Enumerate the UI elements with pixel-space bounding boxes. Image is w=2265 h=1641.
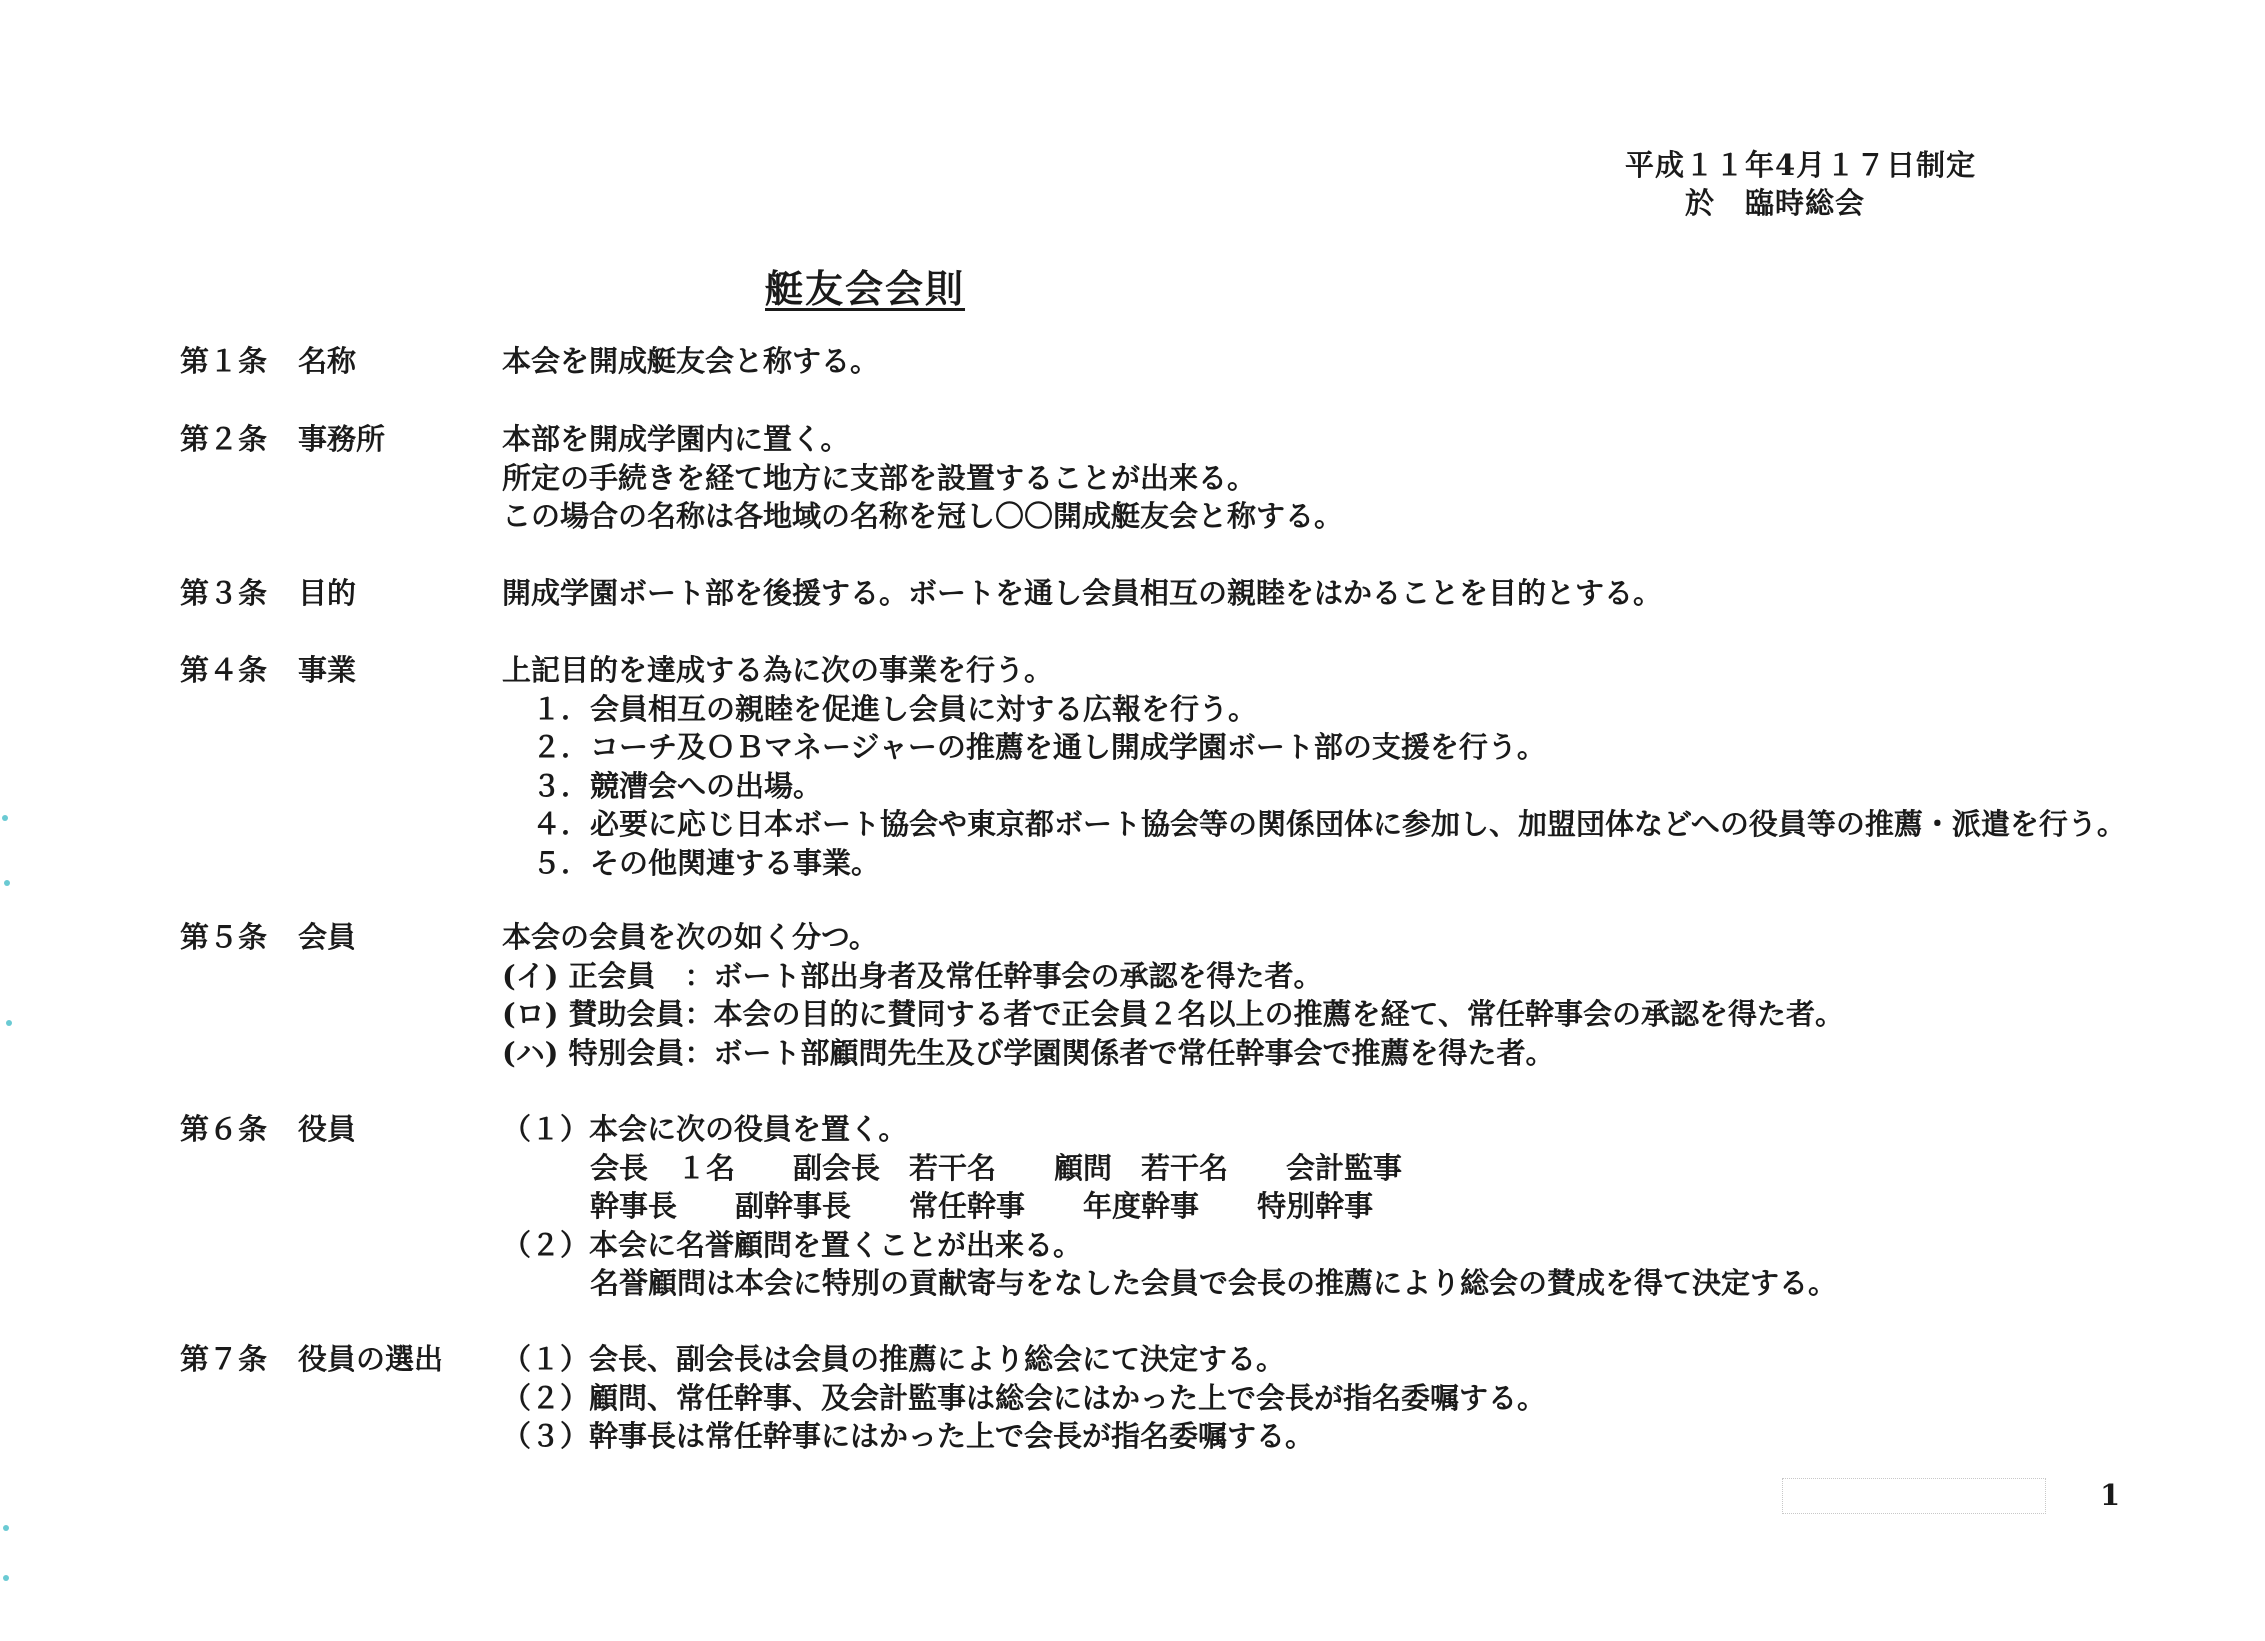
- list-item: ４．必要に応じ日本ボート協会や東京都ボート協会等の関係団体に参加し、加盟団体などへの役員等の推薦・派遣を行う。: [532, 807, 2126, 841]
- scan-speck: [3, 1525, 9, 1531]
- list-item: (ロ) 賛助会員：本会の目的に賛同する者で正会員２名以上の推薦を経て、常任幹事会の承認を得た者。: [502, 997, 1844, 1031]
- article-line: 本部を開成学園内に置く。: [502, 422, 850, 456]
- roles-row: [502, 1149, 2265, 1188]
- article-body: [502, 342, 2265, 381]
- role: 幹事長: [590, 1189, 678, 1223]
- role: 常任幹事: [909, 1189, 1026, 1223]
- article-name: 目的: [298, 576, 357, 610]
- list-item: ３．競漕会への出場。: [532, 768, 823, 803]
- role: 副会長 若干名: [793, 1150, 997, 1185]
- list-item: ５．その他関連する事業。: [532, 845, 881, 880]
- article-line: 所定の手続きを経て地方に支部を設置することが出来る。: [502, 460, 1257, 495]
- article-name: 役員: [298, 1112, 357, 1146]
- article-body: [502, 1110, 2265, 1303]
- scan-speck: [3, 1575, 9, 1581]
- article-body: [502, 918, 2265, 1072]
- role: 年度幹事: [1083, 1189, 1200, 1223]
- article-line: 上記目的を達成する為に次の事業を行う。: [502, 653, 1054, 687]
- article-line: 開成学園ボート部を後援する。ボートを通し会員相互の親睦をはかることを目的とする。: [502, 576, 1663, 610]
- article-line: （１）会長、副会長は会員の推薦により総会にて決定する。: [502, 1342, 1286, 1376]
- article-line: （２）顧問、常任幹事、及会計監事は総会にはかった上で会長が指名委嘱する。: [502, 1380, 1547, 1415]
- article-name: 事業: [298, 653, 357, 687]
- article-body: [502, 1340, 2265, 1456]
- list-item: (イ) 正会員 ：ボート部出身者及常任幹事会の承認を得た者。: [502, 958, 1323, 993]
- article-line: （２）本会に名誉顧問を置くことが出来る。: [502, 1227, 1083, 1262]
- article-number: 第５条: [180, 920, 268, 954]
- role: 副幹事長: [735, 1189, 852, 1223]
- article-number: 第６条: [180, 1112, 268, 1146]
- article-number: 第３条: [180, 576, 268, 610]
- article-body: [502, 574, 2265, 613]
- role: 会長 １名: [590, 1150, 736, 1185]
- list-item: (ハ) 特別会員：ボート部顧問先生及び学園関係者で常任幹事会で推薦を得た者。: [502, 1035, 1555, 1070]
- enactment-date: 平成１１年4月１７日制定: [1625, 148, 1977, 182]
- document-title: 艇友会会則: [765, 266, 966, 311]
- article-line: 本会を開成艇友会と称する。: [502, 344, 880, 378]
- article-number: 第１条: [180, 344, 268, 378]
- role: 特別幹事: [1257, 1189, 1374, 1223]
- roles-row: [502, 1187, 2265, 1226]
- enactment-note: [1625, 146, 1976, 222]
- role: 顧問 若干名: [1054, 1150, 1229, 1185]
- article-body: [502, 651, 2265, 882]
- article-name: 事務所: [298, 422, 386, 456]
- article-line: （１）本会に次の役員を置く。: [502, 1112, 908, 1146]
- article-line: 名誉顧問は本会に特別の貢献寄与をなした会員で会長の推薦により総会の賛成を得て決定する。: [590, 1266, 1838, 1300]
- article-number: 第４条: [180, 653, 268, 687]
- scan-speck: [6, 1020, 12, 1026]
- footer-box: [1782, 1478, 2046, 1514]
- scan-speck: [4, 880, 10, 886]
- article-line: 本会の会員を次の如く分つ。: [502, 920, 878, 954]
- page-number: 1: [2100, 1478, 2121, 1512]
- article-line: この場合の名称は各地域の名称を冠し〇〇開成艇友会と称する。: [502, 499, 1344, 533]
- enactment-place: 於 臨時総会: [1685, 186, 1866, 220]
- article-number: 第２条: [180, 422, 268, 456]
- article-name: 会員: [298, 920, 357, 954]
- list-item: １．会員相互の親睦を促進し会員に対する広報を行う。: [532, 691, 1258, 726]
- list-item: ２．コーチ及ＯＢマネージャーの推薦を通し開成学園ボート部の支援を行う。: [532, 730, 1546, 764]
- scan-speck: [2, 815, 8, 821]
- article-name: 名称: [298, 344, 357, 378]
- article-name: 役員の選出: [298, 1342, 444, 1376]
- article-line: （３）幹事長は常任幹事にはかった上で会長が指名委嘱する。: [502, 1419, 1315, 1453]
- role: 会計監事: [1286, 1150, 1403, 1185]
- article-number: 第７条: [180, 1342, 268, 1376]
- article-body: [502, 420, 2265, 536]
